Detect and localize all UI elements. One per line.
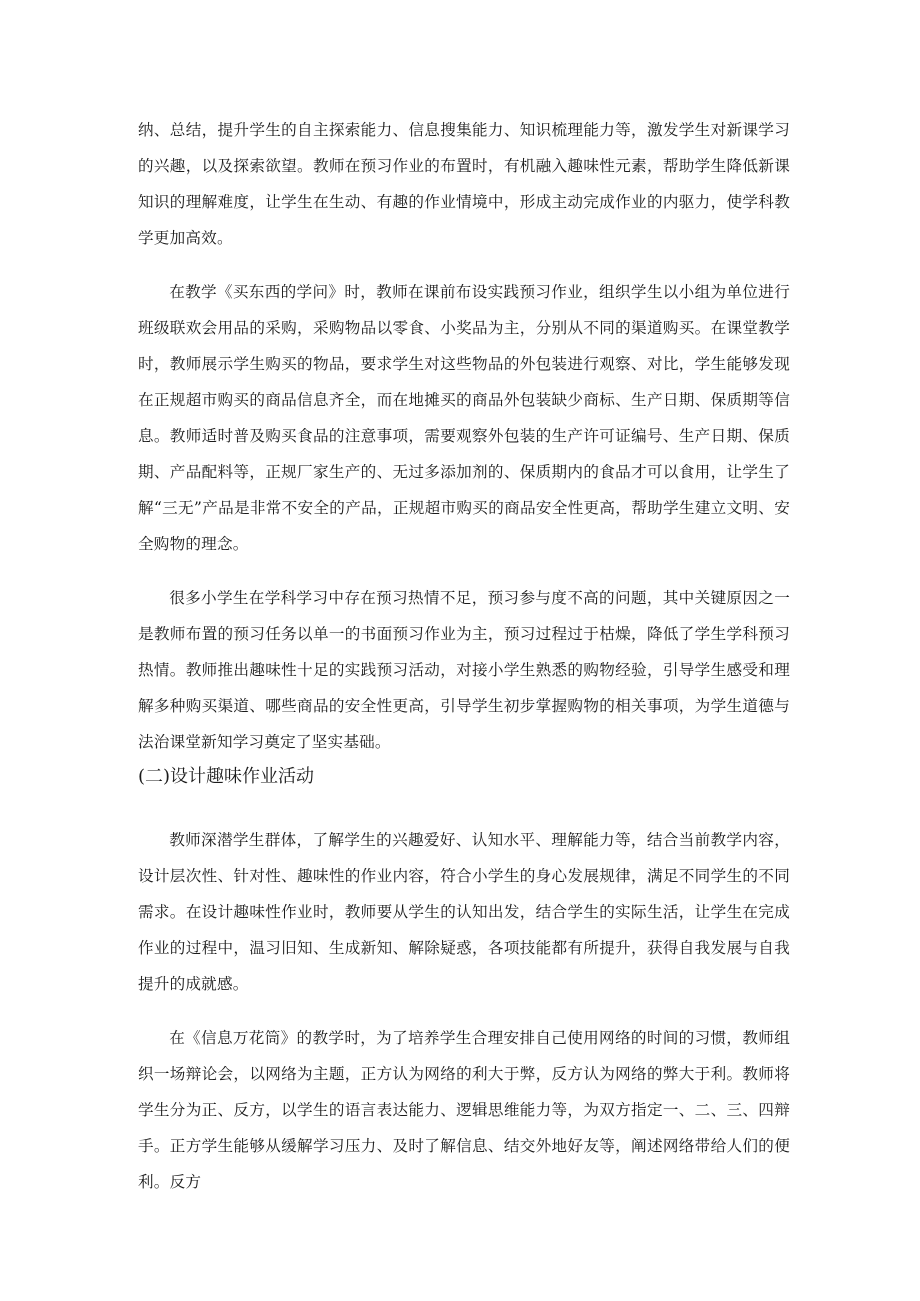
section-heading: (二)设计趣味作业活动	[138, 766, 315, 787]
text-section-lower	[138, 822, 790, 1200]
text-section-upper	[138, 112, 790, 760]
paragraph-preview-enthusiasm: 很多小学生在学科学习中存在预习热情不足，预习参与度不高的问题，其中关键原因之一是教师布置的预习任务以单一的书面预习作业为主，预习过程过于枯燥，降低了学生学科预习热情。教师推出趣味性十足的实践预习活动，对接小学生熟悉的购物经验，引导学生感受和理解多种购买渠道、哪些商品的安全性更高，引导学生初步掌握购物的相关事项，为学生道德与法治课堂新知学习奠定了坚实基础。	[138, 589, 790, 751]
paragraph-info-kaleidoscope: 在《信息万花筒》的教学时，为了培养学生合理安排自己使用网络的时间的习惯，教师组织一场辩论会，以网络为主题，正方认为网络的利大于弊，反方认为网络的弊大于利。教师将学生分为正、反方，以学生的语言表达能力、逻辑思维能力等，为双方指定一、二、三、四辩手。正方学生能够从缓解学习压力、及时了解信息、结交外地好友等，阐述网络带给人们的便利。反方	[138, 1029, 790, 1191]
paragraph-continued: 纳、总结，提升学生的自主探索能力、信息搜集能力、知识梳理能力等，激发学生对新课学习的兴趣，以及探索欲望。教师在预习作业的布置时，有机融入趣味性元素，帮助学生降低新课知识的理解难度，让学生在生动、有趣的作业情境中，形成主动完成作业的内驱力，使学科教学更加高效。	[138, 121, 790, 247]
paragraph-buying-lesson: 在教学《买东西的学问》时，教师在课前布设实践预习作业，组织学生以小组为单位进行班级联欢会用品的采购，采购物品以零食、小奖品为主，分别从不同的渠道购买。在课堂教学时，教师展示学生购买的物品，要求学生对这些物品的外包装进行观察、对比，学生能够发现在正规超市购买的商品信息齐全，而在地摊买的商品外包装缺少商标、生产日期、保质期等信息。教师适时普及购买食品的注意事项，需要观察外包装的生产许可证编号、生产日期、保质期、产品配料等，正规厂家生产的、无过多添加剂的、保质期内的食品才可以食用，让学生了解“三无”产品是非常不安全的产品，正规超市购买的商品安全性更高，帮助学生建立文明、安全购物的理念。	[138, 283, 790, 553]
paragraph-design-homework: 教师深潜学生群体，了解学生的兴趣爱好、认知水平、理解能力等，结合当前教学内容，设计层次性、针对性、趣味性的作业内容，符合小学生的身心发展规律，满足不同学生的不同需求。在设计趣味性作业时，教师要从学生的认知出发，结合学生的实际生活，让学生在完成作业的过程中，温习旧知、生成新知、解除疑惑，各项技能都有所提升，获得自我发展与自我提升的成就感。	[138, 831, 790, 993]
